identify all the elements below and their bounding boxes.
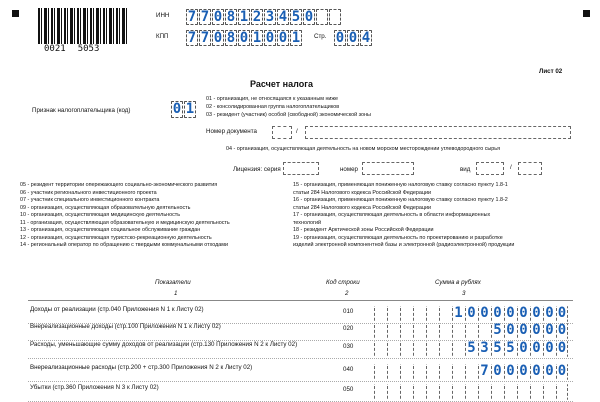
row-label: Внереализационные расходы (стр.200 + стр.300 Приложения N 2 к Листу 02)	[30, 364, 253, 371]
page-title: Расчет налога	[250, 79, 313, 89]
kpp-digit-cell[interactable]: 8	[226, 30, 236, 46]
page-digit-cell[interactable]: 0	[335, 30, 345, 46]
code-list-item: 05 - резидент территории опережающего социально-экономического развития	[20, 182, 218, 188]
row-code: 010	[343, 308, 354, 315]
inn-digit-cell[interactable]: 3	[265, 9, 275, 25]
kpp-digit-cell[interactable]: 1	[252, 30, 262, 46]
taxpayer-sign-digit-cell[interactable]: 0	[172, 101, 182, 117]
inn-digit-cell[interactable]: 0	[304, 9, 314, 25]
sum-digit-cell[interactable]	[465, 364, 477, 380]
license-kind-field-a[interactable]	[476, 162, 504, 175]
code-list-item: 07 - участник специального инвестиционного контракта	[20, 197, 160, 203]
sum-digit-cell[interactable]	[374, 384, 386, 400]
sum-digit-cell[interactable]	[478, 323, 490, 339]
corner-marker-left	[12, 10, 19, 17]
code-list-item: 17 - организация, осуществляющая деятельность в области информационных	[293, 212, 491, 218]
code-list-item: статьи 284 Налогового кодекса Российской Федерации	[293, 189, 432, 196]
sum-digit-cell[interactable]: 0	[517, 323, 529, 339]
sum-digit-cell[interactable]	[426, 323, 438, 339]
sum-digit-cell[interactable]	[452, 323, 464, 339]
doc-number-slash: /	[296, 128, 298, 135]
license-series-label: Лицензия: серия	[233, 166, 281, 173]
sum-digit-cell[interactable]	[504, 384, 516, 400]
sum-digit-cell[interactable]: 0	[530, 364, 542, 380]
sum-digit-cell[interactable]	[439, 364, 451, 380]
sum-digit-cell[interactable]	[439, 323, 451, 339]
sum-digit-cell[interactable]	[413, 323, 425, 339]
col-number-2: 2	[345, 290, 349, 297]
sum-digit-cell[interactable]	[426, 341, 438, 357]
license-number-field[interactable]	[362, 162, 414, 175]
sum-digit-cell[interactable]: 5	[465, 341, 477, 357]
inn-digit-cell[interactable]: 4	[278, 9, 288, 25]
sum-digit-cell[interactable]	[374, 323, 386, 339]
col-header-sum: Сумма в рублях	[435, 279, 481, 286]
sum-digit-cell[interactable]	[413, 364, 425, 380]
sum-digit-cell[interactable]: 0	[557, 363, 567, 379]
kpp-digit-cell[interactable]: 1	[291, 30, 301, 46]
row-rule	[28, 358, 573, 359]
barcode-number: 0021 5053	[44, 44, 100, 54]
sum-digit-cell[interactable]	[426, 364, 438, 380]
col-number-3: 3	[462, 290, 466, 297]
page-digit-cell[interactable]: 0	[348, 30, 358, 46]
kpp-digit-cell[interactable]: 7	[200, 30, 210, 46]
sheet-label: Лист 02	[539, 68, 563, 75]
sum-digit-cell[interactable]	[426, 306, 438, 322]
code-list-item: 19 - организация, осуществляющая деятельность по проектированию и разработке	[293, 234, 503, 241]
corner-marker-right	[583, 10, 590, 17]
sum-digit-cell[interactable]: 0	[530, 323, 542, 339]
sum-digit-cell[interactable]	[491, 384, 503, 400]
taxpayer-sign-option: 02 - консолидированная группа налогоплательщиков	[206, 104, 340, 110]
sum-digit-cell[interactable]	[556, 384, 568, 400]
col-header-code: Код строки	[326, 279, 360, 286]
sum-digit-cell[interactable]: 5	[504, 341, 516, 357]
inn-digit-cell[interactable]: 5	[291, 9, 301, 25]
kpp-digit-cell[interactable]: 0	[213, 30, 223, 46]
code-list-item: 06 - участник регионального инвестиционного проекта	[20, 189, 157, 196]
sum-digit-cell[interactable]	[400, 364, 412, 380]
code-list-item: 14 - региональный оператор по обращению с твердыми коммунальными отходами	[20, 242, 229, 248]
sum-digit-cell[interactable]: 0	[491, 364, 503, 380]
inn-label: ИНН	[156, 12, 170, 19]
code-list-item: технологий	[293, 219, 322, 226]
code-list-item: статьи 284 Налогового кодекса Российской Федерации	[293, 204, 432, 211]
inn-digit-cell[interactable]: 7	[200, 9, 210, 25]
barcode	[38, 8, 128, 44]
kpp-digit-cell[interactable]: 0	[265, 30, 275, 46]
sum-digit-cell[interactable]	[452, 364, 464, 380]
row-code: 030	[343, 343, 354, 350]
sum-digit-cell[interactable]: 7	[478, 364, 490, 380]
sum-digit-cell[interactable]: 0	[543, 364, 555, 380]
kpp-digit-cell[interactable]: 7	[187, 30, 197, 46]
sum-digit-cell[interactable]	[439, 384, 451, 400]
row-code: 050	[343, 386, 354, 393]
codes-right-list	[293, 182, 514, 250]
code-list-item: изделий электронной компонентной базы и электронной (радиоэлектронной) продукции	[293, 242, 515, 248]
sum-digit-cell[interactable]: 0	[465, 306, 477, 322]
kpp-digit-cell[interactable]: 0	[239, 30, 249, 46]
sum-digit-cell[interactable]	[387, 323, 399, 339]
codes-left-list	[20, 182, 230, 250]
sum-digit-cell[interactable]	[478, 384, 490, 400]
code-list-item: 11 - организация, осуществляющая образовательную и медицинскую деятельность	[20, 219, 230, 226]
sum-digit-cell[interactable]: 0	[478, 306, 490, 322]
sum-digit-cell[interactable]	[374, 364, 386, 380]
sum-digit-cell[interactable]: 0	[557, 340, 567, 356]
code-list-item: 16 - организация, применяющая пониженную налоговую ставку согласно пункту 1.8-2	[293, 197, 508, 203]
license-kind-field-b[interactable]	[518, 162, 542, 175]
sum-digit-cell[interactable]: 0	[557, 305, 567, 321]
code-list-item: 18 - резидент Арктической зоны Российской Федерации	[293, 227, 434, 233]
sum-digit-cell[interactable]: 0	[557, 322, 567, 338]
code-list-item: 12 - организация, осуществляющая туристско-рекреационную деятельность	[20, 234, 212, 241]
inn-digit-cell[interactable]: 7	[187, 9, 197, 25]
page-digit-cell[interactable]: 4	[361, 30, 371, 46]
doc-number-label: Номер документа	[206, 128, 257, 135]
sum-digit-cell[interactable]: 1	[452, 306, 464, 322]
sum-digit-cell[interactable]: 0	[517, 341, 529, 357]
row-label: Внереализационные доходы (стр.100 Приложения N 1 к Листу 02)	[30, 323, 221, 330]
sum-digit-cell[interactable]: 0	[543, 341, 555, 357]
taxpayer-sign-label: Признак налогоплательщика (код)	[32, 107, 131, 114]
code-list-item: 09 - организация, осуществляющая образовательную деятельность	[20, 204, 191, 211]
sum-digit-cell[interactable]	[400, 306, 412, 322]
code-list-item: 13 - организация, осуществляющая социальное обслуживание граждан	[20, 227, 201, 233]
taxpayer-sign-digit-cell[interactable]: 1	[185, 101, 195, 117]
sum-digit-cell[interactable]	[387, 306, 399, 322]
sum-digit-cell[interactable]: 0	[530, 341, 542, 357]
sum-digit-cell[interactable]: 5	[491, 323, 503, 339]
sum-digit-cell[interactable]	[439, 341, 451, 357]
sum-digit-cell[interactable]	[413, 341, 425, 357]
inn-digit-cell[interactable]: 1	[239, 9, 249, 25]
sum-digit-cell[interactable]: 0	[504, 364, 516, 380]
taxpayer-sign-option: 03 - резидент (участник) особой (свободной) экономической зоны	[206, 112, 371, 118]
note-04: 04 - организация, осуществляющая деятельность на новом морском месторождении углеводородного сырья	[226, 146, 501, 152]
license-kind-slash: /	[510, 164, 512, 171]
sum-digit-cell[interactable]	[465, 384, 477, 400]
sum-digit-cell[interactable]	[374, 341, 386, 357]
kpp-digit-cell[interactable]: 0	[278, 30, 288, 46]
sum-digit-cell[interactable]	[413, 384, 425, 400]
sum-digit-cell[interactable]	[543, 384, 555, 400]
sum-digit-cell[interactable]	[400, 384, 412, 400]
row-rule	[28, 381, 573, 382]
sum-digit-cell[interactable]	[452, 384, 464, 400]
header-rule	[28, 300, 573, 301]
doc-number-field-b[interactable]	[305, 126, 571, 139]
sum-digit-cell[interactable]: 0	[543, 323, 555, 339]
sum-digit-cell[interactable]: 0	[517, 306, 529, 322]
row-code: 020	[343, 325, 354, 332]
code-list-item: 10 - организация, осуществляющая медицинскую деятельность	[20, 212, 181, 218]
sum-digit-cell[interactable]: 0	[504, 323, 516, 339]
sum-digit-cell[interactable]: 0	[543, 306, 555, 322]
sum-digit-cell[interactable]: 0	[530, 306, 542, 322]
sum-digit-cell[interactable]: 0	[504, 306, 516, 322]
code-list-item: 15 - организация, применяющая пониженную налоговую ставку согласно пункту 1.8-1	[293, 182, 508, 188]
sum-digit-cell[interactable]	[530, 384, 542, 400]
sum-digit-cell[interactable]	[517, 384, 529, 400]
sum-digit-cell[interactable]: 5	[491, 341, 503, 357]
row-code: 040	[343, 366, 354, 373]
col-header-indicator: Показатели	[155, 279, 191, 286]
sum-digit-cell[interactable]	[374, 306, 386, 322]
kpp-label: КПП	[156, 33, 169, 40]
sum-digit-cell[interactable]: 3	[478, 341, 490, 357]
inn-digit-cell[interactable]	[329, 9, 341, 25]
license-series-field[interactable]	[283, 162, 319, 175]
row-label: Расходы, уменьшающие сумму доходов от реализации (стр.130 Приложения N 2 к Листу 02)	[30, 341, 298, 348]
sum-digit-cell[interactable]	[400, 341, 412, 357]
sum-digit-cell[interactable]	[387, 384, 399, 400]
inn-digit-cell[interactable]: 8	[226, 9, 236, 25]
sum-digit-cell[interactable]	[426, 384, 438, 400]
sum-digit-cell[interactable]: 0	[491, 306, 503, 322]
page-label: Стр.	[314, 33, 327, 40]
sum-digit-cell[interactable]	[387, 364, 399, 380]
sum-digit-cell[interactable]	[465, 323, 477, 339]
col-number-1: 1	[174, 290, 178, 297]
license-number-label: номер	[340, 166, 358, 173]
doc-number-field-a[interactable]	[272, 126, 292, 139]
sum-digit-cell[interactable]: 0	[517, 364, 529, 380]
sum-digit-cell[interactable]	[413, 306, 425, 322]
sum-digit-cell[interactable]	[400, 323, 412, 339]
inn-digit-cell[interactable]	[316, 9, 328, 25]
row-label: Доходы от реализации (стр.040 Приложения N 1 к Листу 02)	[30, 306, 204, 313]
taxpayer-sign-option: 01 - организация, не относящаяся к указанным ниже	[206, 96, 339, 102]
inn-digit-cell[interactable]: 0	[213, 9, 223, 25]
row-label: Убытки (стр.360 Приложения N 3 к Листу 02)	[30, 384, 159, 391]
sum-digit-cell[interactable]	[452, 341, 464, 357]
license-kind-label: вид	[460, 166, 471, 173]
sum-digit-cell[interactable]	[387, 341, 399, 357]
sum-digit-cell[interactable]	[439, 306, 451, 322]
inn-digit-cell[interactable]: 2	[252, 9, 262, 25]
